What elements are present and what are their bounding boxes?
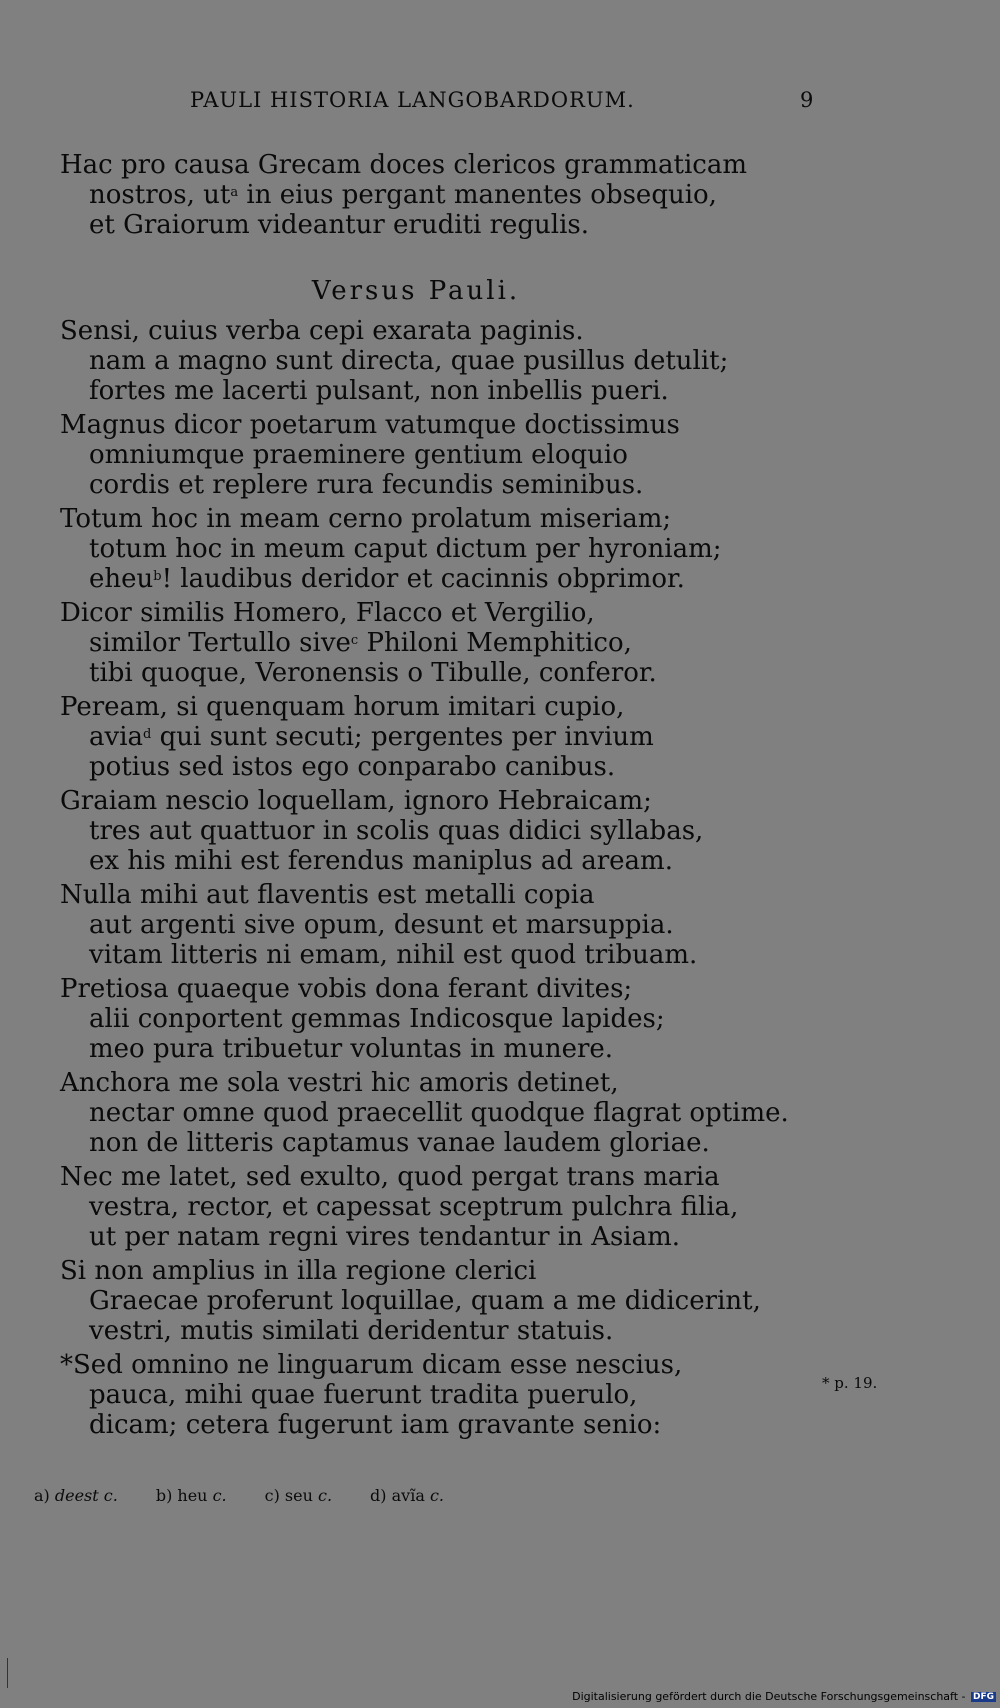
stanza xyxy=(0,1350,1000,1440)
stanza xyxy=(0,1162,1000,1252)
verse-line xyxy=(0,1222,1000,1252)
footnote-letter: a) xyxy=(34,1486,55,1505)
line-text: non de litteris captamus vanae laudem gloriae. xyxy=(89,1128,710,1158)
line-text: Pretiosa quaeque vobis dona ferant divites; xyxy=(60,974,633,1004)
verse-line xyxy=(0,692,1000,722)
line-text: nam a magno sunt directa, quae pusillus detulit; xyxy=(89,346,729,376)
line-text: vestri, mutis similati deridentur statuis. xyxy=(89,1316,614,1346)
footnote-letter: b) xyxy=(155,1486,178,1505)
stanza xyxy=(0,974,1000,1064)
stanza xyxy=(0,504,1000,594)
digitization-credit xyxy=(572,1690,996,1703)
stanza xyxy=(0,692,1000,782)
margin-page-reference: * p. 19. xyxy=(822,1374,878,1392)
line-text: tibi quoque, Veronensis o Tibulle, conferor. xyxy=(89,658,657,688)
line-text: pauca, mihi quae fuerunt tradita puerulo, xyxy=(89,1380,638,1410)
line-text: alii conportent gemmas Indicosque lapides; xyxy=(89,1004,665,1034)
verse-line xyxy=(0,910,1000,940)
verse-line xyxy=(0,470,1000,500)
verse-line xyxy=(0,1068,1000,1098)
footnote-marker: b xyxy=(153,569,162,584)
verse-line xyxy=(0,1256,1000,1286)
verse-line xyxy=(0,816,1000,846)
line-text: Magnus dicor poetarum vatumque doctissimus xyxy=(60,410,680,440)
verse-line xyxy=(0,504,1000,534)
verse-line xyxy=(0,316,1000,346)
stanza xyxy=(0,1068,1000,1158)
line-text: Nec me latet, sed exulto, quod pergat trans maria xyxy=(60,1162,720,1192)
verse-line xyxy=(0,210,1000,240)
stanza xyxy=(0,598,1000,688)
footnote-text: avĩa xyxy=(391,1486,430,1505)
footnote-text: deest c. xyxy=(54,1486,118,1505)
verse-line xyxy=(0,1162,1000,1192)
footnote-text: heu xyxy=(177,1486,213,1505)
line-text-continued: qui sunt secuti; pergentes per invium xyxy=(151,722,654,752)
line-text: tres aut quattuor in scolis quas didici syllabas, xyxy=(89,816,704,846)
line-text: vitam litteris ni emam, nihil est quod tribuam. xyxy=(89,940,698,970)
line-text: Si non amplius in illa regione clerici xyxy=(60,1256,537,1286)
line-text: nectar omne quod praecellit quodque flagrat optime. xyxy=(89,1098,789,1128)
footnote xyxy=(265,1486,332,1505)
credit-text: Digitalisierung gefördert durch die Deutsche Forschungsgemeinschaft - xyxy=(572,1690,966,1703)
line-text: dicam; cetera fugerunt iam gravante senio: xyxy=(89,1410,662,1440)
verse-line xyxy=(0,376,1000,406)
line-text: et Graiorum videantur eruditi regulis. xyxy=(89,210,590,240)
verse-line xyxy=(0,440,1000,470)
footnote-marker: a xyxy=(230,185,239,200)
line-text: *Sed omnino ne linguarum dicam esse nescius, xyxy=(60,1350,683,1380)
verse-line xyxy=(0,1316,1000,1346)
intro-verse xyxy=(0,150,1000,240)
line-text: aut argenti sive opum, desunt et marsuppia. xyxy=(89,910,674,940)
line-text: nostros, ut xyxy=(89,180,231,210)
footnotes xyxy=(34,1486,934,1505)
verse-line xyxy=(0,940,1000,970)
verse-line xyxy=(0,150,1000,180)
line-text: Anchora me sola vestri hic amoris detinet, xyxy=(60,1068,619,1098)
line-text: Totum hoc in meam cerno prolatum miseriam; xyxy=(60,504,672,534)
line-text: ut per natam regni vires tendantur in Asiam. xyxy=(89,1222,681,1252)
line-text: ex his mihi est ferendus maniplus ad aream. xyxy=(89,846,673,876)
line-text-continued: in eius pergant manentes obsequio, xyxy=(238,180,717,210)
verse-line xyxy=(0,1004,1000,1034)
footnote xyxy=(370,1486,444,1505)
running-header xyxy=(0,88,1000,118)
poem-title: Versus Pauli. xyxy=(311,276,521,306)
footnote-letter: c) xyxy=(264,1486,285,1505)
footnote-marker: d xyxy=(143,727,152,742)
line-text: Hac pro causa Grecam doces clericos grammaticam xyxy=(60,150,748,180)
line-text: Peream, si quenquam horum imitari cupio, xyxy=(60,692,625,722)
line-text: eheu xyxy=(89,564,154,594)
verse-line xyxy=(0,410,1000,440)
dfg-logo: DFG xyxy=(972,1692,994,1702)
verse-line xyxy=(0,974,1000,1004)
header-title: PAULI HISTORIA LANGOBARDORUM. xyxy=(190,88,635,112)
verse-line xyxy=(0,628,1000,658)
verse-line xyxy=(0,1286,1000,1316)
footnote xyxy=(34,1486,118,1505)
line-text: vestra, rector, et capessat sceptrum pulchra filia, xyxy=(89,1192,739,1222)
line-text: Dicor similis Homero, Flacco et Vergilio, xyxy=(60,598,595,628)
stanza xyxy=(0,880,1000,970)
line-text: Graecae proferunt loquillae, quam a me didicerint, xyxy=(89,1286,761,1316)
verse-line xyxy=(0,1410,1000,1440)
footnote xyxy=(156,1486,227,1505)
verse-line xyxy=(0,1192,1000,1222)
page-number: 9 xyxy=(800,88,814,112)
verse-line xyxy=(0,1128,1000,1158)
stanza xyxy=(0,410,1000,500)
verse-line xyxy=(0,180,1000,210)
line-text: totum hoc in meum caput dictum per hyroniam; xyxy=(89,534,722,564)
verse-line xyxy=(0,564,1000,594)
verse-line xyxy=(0,1034,1000,1064)
footnote-letter: d) xyxy=(370,1486,392,1505)
verse-line xyxy=(0,752,1000,782)
line-text: Sensi, cuius verba cepi exarata paginis. xyxy=(60,316,584,346)
verse-line xyxy=(0,346,1000,376)
line-text: Nulla mihi aut flaventis est metalli copia xyxy=(60,880,595,910)
verse-line xyxy=(0,534,1000,564)
verse-line xyxy=(0,598,1000,628)
footnote-source: c. xyxy=(318,1486,333,1505)
line-text: omniumque praeminere gentium eloquio xyxy=(89,440,628,470)
footnote-text: seu xyxy=(284,1486,318,1505)
line-text: avia xyxy=(89,722,144,752)
footnote-source: c. xyxy=(212,1486,227,1505)
footnote-source: c. xyxy=(429,1486,444,1505)
line-text: meo pura tribuetur voluntas in munere. xyxy=(89,1034,614,1064)
verse-line xyxy=(0,1098,1000,1128)
verse-line xyxy=(0,846,1000,876)
scan-margin-mark xyxy=(7,1658,8,1688)
verse-line xyxy=(0,786,1000,816)
line-text: similor Tertullo sive xyxy=(89,628,351,658)
line-text: Graiam nescio loquellam, ignoro Hebraicam; xyxy=(60,786,652,816)
line-text: fortes me lacerti pulsant, non inbellis pueri. xyxy=(89,376,669,406)
verse-line xyxy=(0,658,1000,688)
poem-body xyxy=(0,316,1000,1444)
footnote-marker: c xyxy=(350,633,359,648)
stanza xyxy=(0,786,1000,876)
verse-line xyxy=(0,722,1000,752)
line-text-continued: ! laudibus deridor et cacinnis obprimor. xyxy=(161,564,685,594)
line-text: cordis et replere rura fecundis seminibus. xyxy=(89,470,644,500)
line-text-continued: Philoni Memphitico, xyxy=(358,628,632,658)
stanza xyxy=(0,1256,1000,1346)
verse-line xyxy=(0,880,1000,910)
stanza xyxy=(0,316,1000,406)
line-text: potius sed istos ego conparabo canibus. xyxy=(89,752,616,782)
